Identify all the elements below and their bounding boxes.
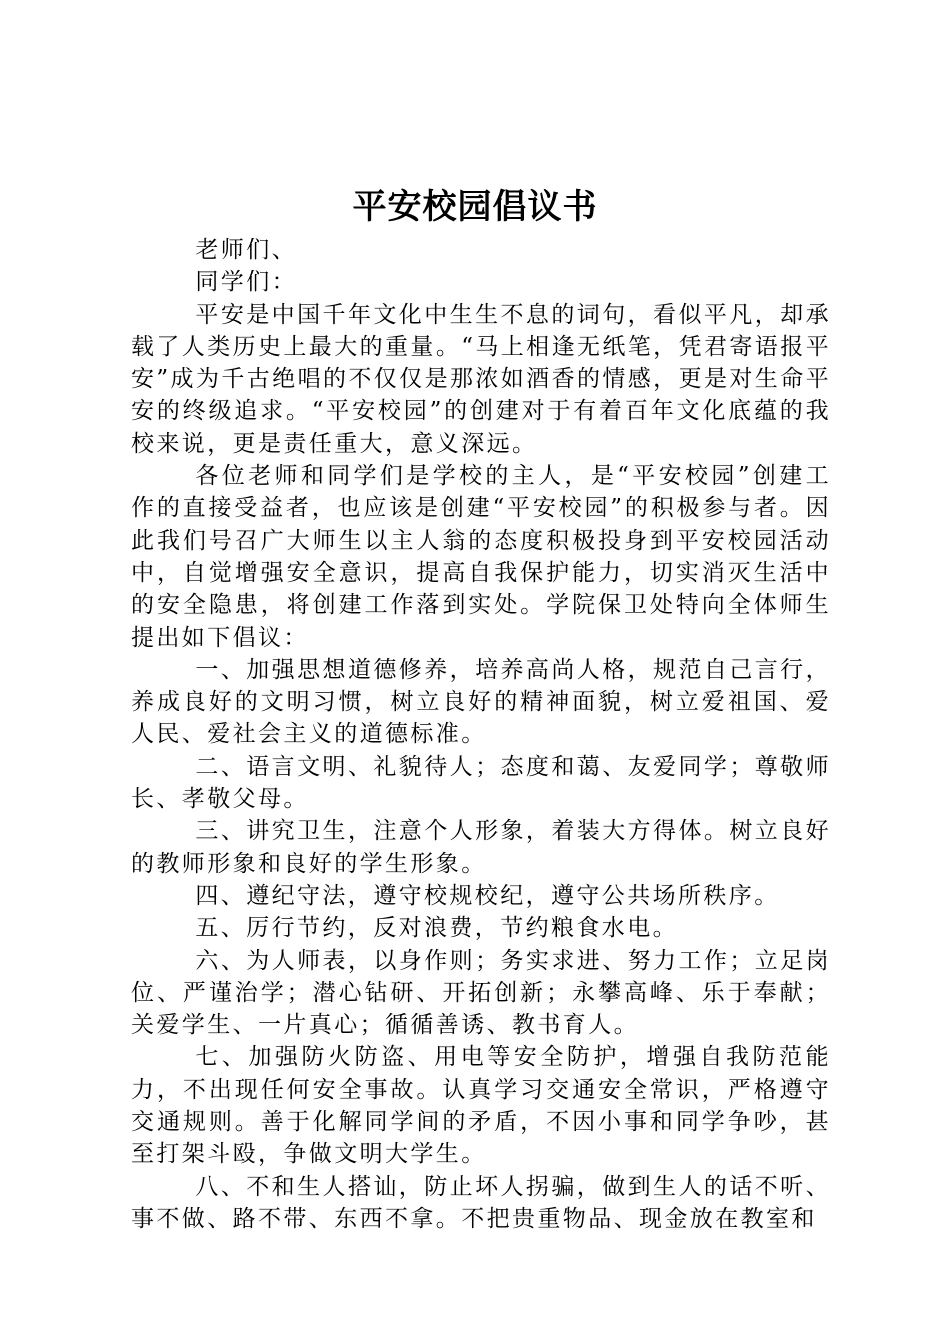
document-body [131, 234, 831, 1235]
proposal-item-4: 四、遵纪守法，遵守校规校纪，遵守公共场所秩序。 [195, 882, 780, 909]
proposal-item-7: 七、加强防火防盗、用电等安全防护，增强自我防范能力，不出现任何安全事故。认真学习交通安全常识，严格遵守交通规则。善于化解同学间的矛盾，不因小事和同学争吵，甚至打架斗殴，争做文明大学生。 [131, 1044, 831, 1168]
document-title: 平安校园倡议书 [352, 187, 598, 227]
proposal-item-5: 五、厉行节约，反对浪费，节约粮食水电。 [195, 915, 678, 942]
salutation-teachers: 老师们、 [195, 237, 297, 263]
proposal-item-6: 六、为人师表，以身作则；务实求进、努力工作；立足岗位、严谨治学；潜心钻研、开拓创新；永攀高峰、乐于奉献；关爱学生、一片真心；循循善诱、教书育人。 [131, 947, 831, 1039]
proposal-item-2: 二、语言文明、礼貌待人；态度和蔼、友爱同学；尊敬师长、孝敬父母。 [131, 753, 831, 813]
paragraph-call-to-action: 各位老师和同学们是学校的主人，是“平安校园”创建工作的直接受益者，也应该是创建“平安校园”的积极参与者。因此我们号召广大师生以主人翁的态度积极投身到平安校园活动中，自觉增强安全意识，提高自我保护能力，切实消灭生活中的安全隐患，将创建工作落到实处。学院保卫处特向全体师生提出如下倡议： [131, 463, 831, 651]
proposal-item-1: 一、加强思想道德修养，培养高尚人格，规范自己言行，养成良好的文明习惯，树立良好的精神面貌，树立爱祖国、爱人民、爱社会主义的道德标准。 [131, 656, 831, 748]
salutation-students: 同学们： [195, 269, 297, 296]
proposal-item-8: 八、不和生人搭讪，防止坏人拐骗，做到生人的话不听、事不做、路不带、东西不拿。不把贵重物品、现金放在教室和 [131, 1173, 831, 1232]
paragraph-intro: 平安是中国千年文化中生生不息的词句，看似平凡，却承载了人类历史上最大的重量。“马上相逢无纸笔，凭君寄语报平安”成为千古绝唱的不仅仅是那浓如酒香的情感，更是对生命平安的终级追求。“平安校园”的创建对于有着百年文化底蕴的我校来说，更是责任重大，意义深远。 [131, 301, 831, 457]
proposal-item-3: 三、讲究卫生，注意个人形象，着装大方得体。树立良好的教师形象和良好的学生形象。 [131, 818, 831, 877]
